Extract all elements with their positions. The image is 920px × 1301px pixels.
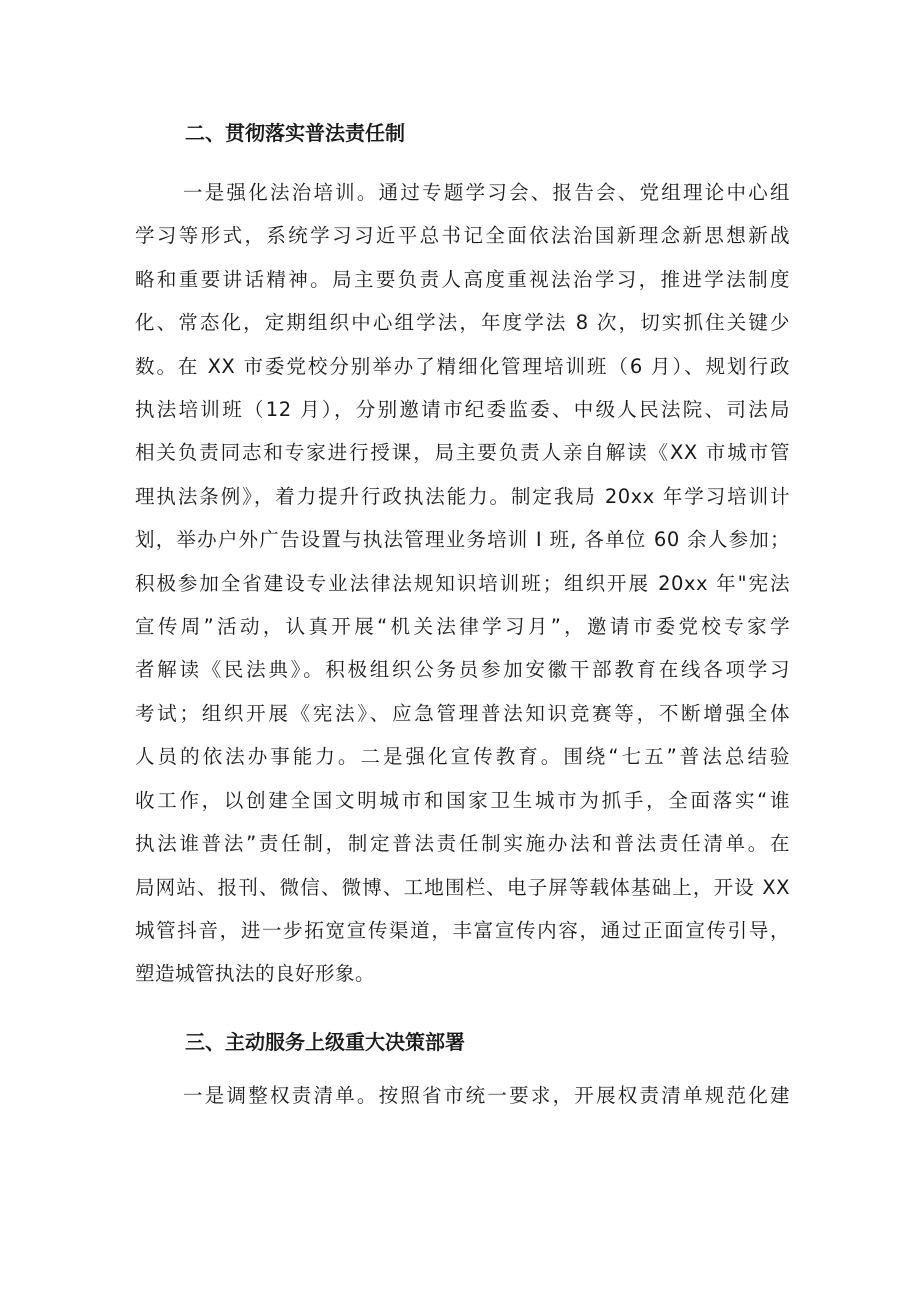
section-heading-3: 三、主动服务上级重大决策部署 — [185, 1029, 465, 1054]
paragraph-line: 塑造城管执法的良好形象。 — [135, 962, 376, 986]
paragraph-line: 考试；组织开展《宪法》、应急管理普法知识竞赛等，不断增强全体 — [135, 701, 790, 725]
paragraph-line: 划，举办户外广告设置与执法管理业务培训 I 班, 各单位 60 余人参加； — [135, 528, 790, 552]
paragraph-line: 一是调整权责清单。按照省市统一要求，开展权责清单规范化建 — [183, 1083, 790, 1107]
paragraph-line: 执法培训班（12 月），分别邀请市纪委监委、中级人民法院、司法局 — [135, 398, 790, 422]
paragraph-line: 学习等形式，系统学习习近平总书记全面依法治国新理念新思想新战 — [135, 224, 790, 248]
paragraph-line: 执法谁普法”责任制，制定普法责任制实施办法和普法责任清单。在 — [135, 832, 790, 856]
paragraph-line: 数。在 XX 市委党校分别举办了精细化管理培训班（6 月）、规划行政 — [135, 354, 790, 378]
document-body — [135, 113, 790, 1117]
paragraph-line: 收工作，以创建全国文明城市和国家卫生城市为抓手，全面落实“谁 — [135, 788, 790, 812]
paragraph-line: 理执法条例》，着力提升行政执法能力。制定我局 20xx 年学习培训计 — [135, 484, 790, 508]
section-2-paragraph — [135, 171, 790, 996]
paragraph-line: 者解读《民法典》。积极组织公务员参加安徽干部教育在线各项学习 — [135, 658, 790, 682]
paragraph-line: 城管抖音，进一步拓宽宣传渠道，丰富宣传内容，通过正面宣传引导， — [135, 918, 790, 942]
paragraph-line: 局网站、报刊、微信、微博、工地围栏、电子屏等载体基础上，开设 XX — [135, 875, 790, 899]
paragraph-line: 积极参加全省建设专业法律法规知识培训班；组织开展 20xx 年"宪法 — [135, 571, 790, 595]
paragraph-line: 相关负责同志和专家进行授课，局主要负责人亲自解读《XX 市城市管 — [135, 441, 790, 465]
section-3-paragraph — [135, 1074, 790, 1117]
section-heading-2: 二、贯彻落实普法责任制 — [185, 121, 405, 145]
paragraph-line: 人员的依法办事能力。二是强化宣传教育。围绕“七五”普法总结验 — [135, 745, 790, 769]
paragraph-line: 略和重要讲话精神。局主要负责人高度重视法治学习，推进学法制度 — [135, 267, 790, 291]
paragraph-line: 化、常态化，定期组织中心组学法，年度学法 8 次，切实抓住关键少 — [135, 311, 790, 335]
paragraph-line: 宣传周”活动，认真开展“机关法律学习月”，邀请市委党校专家学 — [135, 615, 790, 639]
paragraph-line: 一是强化法治培训。通过专题学习会、报告会、党组理论中心组 — [183, 181, 790, 204]
